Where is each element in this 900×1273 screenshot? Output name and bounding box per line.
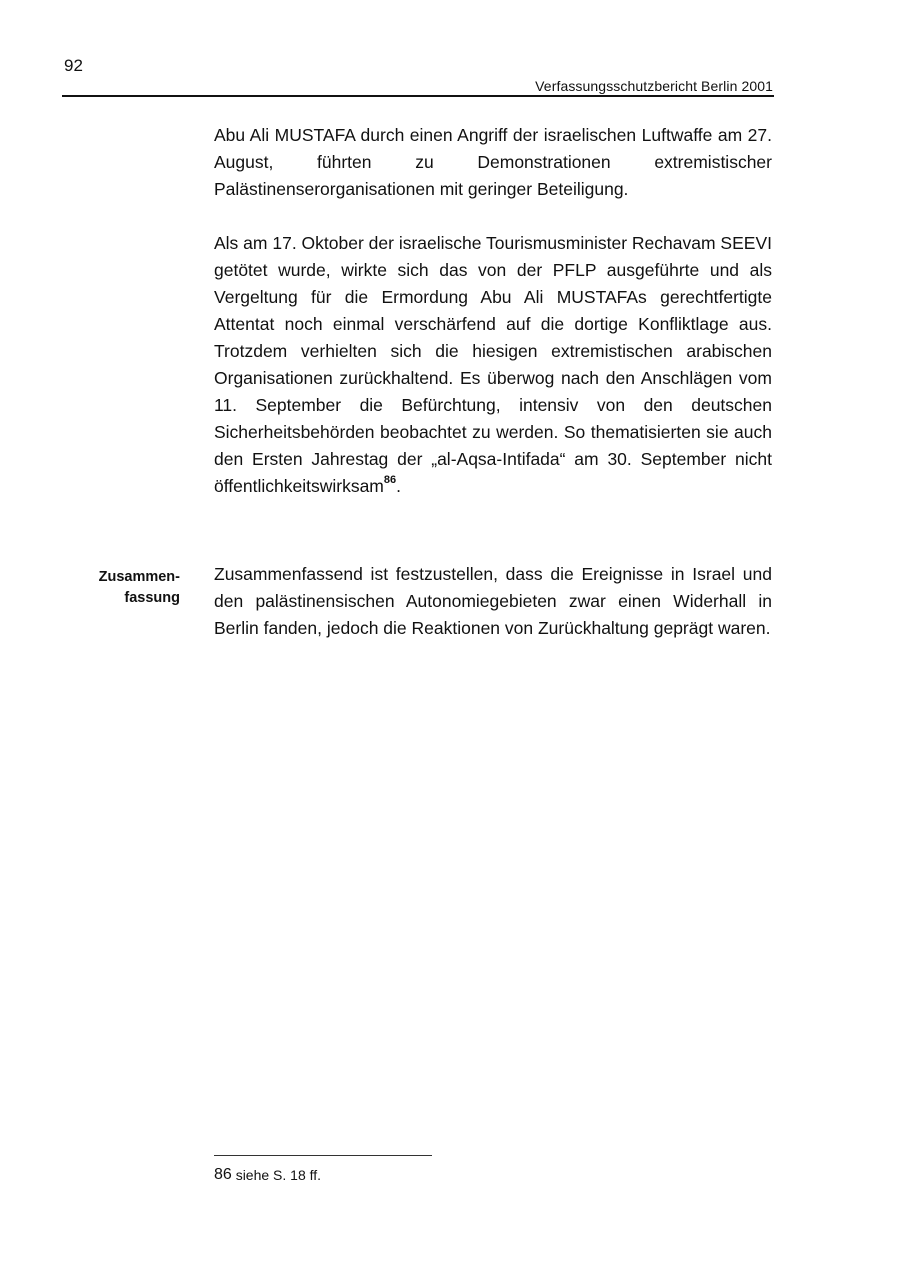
footnote-text: siehe S. 18 ff. [235,1167,322,1183]
paragraph-2 [214,230,772,500]
main-text-column [214,122,772,500]
footnote-separator [214,1155,432,1156]
paragraph-1: Abu Ali MUSTAFA durch einen Angriff der israelischen Luftwaffe am 27. August, führten zu Demonstrationen extremistischer Palästinenserorganisationen mit geringer Beteiligung. [214,125,772,199]
footnote-number: 86 [214,1166,232,1183]
paragraph-2-text: Als am 17. Oktober der israelische Tourismusminister Rechavam SEEVI getötet wurde, wirkte sich das von der PFLP ausgeführte und als Vergeltung für die Ermordung Abu Ali MUSTAFAs gerechtfertigte Attentat noch einmal verschärfend auf die dortige Konfliktlage aus. Trotzdem verhielten sich die hiesigen extremistischen arabischen Organisationen zurückhaltend. Es überwog nach den Anschlägen vom 11. September die Befürchtung, intensiv von den deutschen Sicherheitsbehörden beobachtet zu werden. So thematisierten sie auch den Ersten Jahrestag der „al-Aqsa-Intifada“ am 30. September nicht öffentlichkeitswirksam [214,233,772,496]
summary-paragraph: Zusammenfassend ist festzustellen, dass die Ereignisse in Israel und den palästinensischen Autonomiegebieten zwar einen Widerhall in Berlin fanden, jedoch die Reaktionen von Zurückhaltung geprägt waren. [214,564,772,638]
margin-heading: Zusammen- fassung [98,569,180,606]
page-number: 92 [64,56,83,75]
header-rule [62,95,774,97]
paragraph-2-end: . [396,476,401,496]
footnote-reference: 86 [383,474,397,486]
footnote [214,1165,321,1185]
running-title: Verfassungsschutzbericht Berlin 2001 [535,78,773,94]
